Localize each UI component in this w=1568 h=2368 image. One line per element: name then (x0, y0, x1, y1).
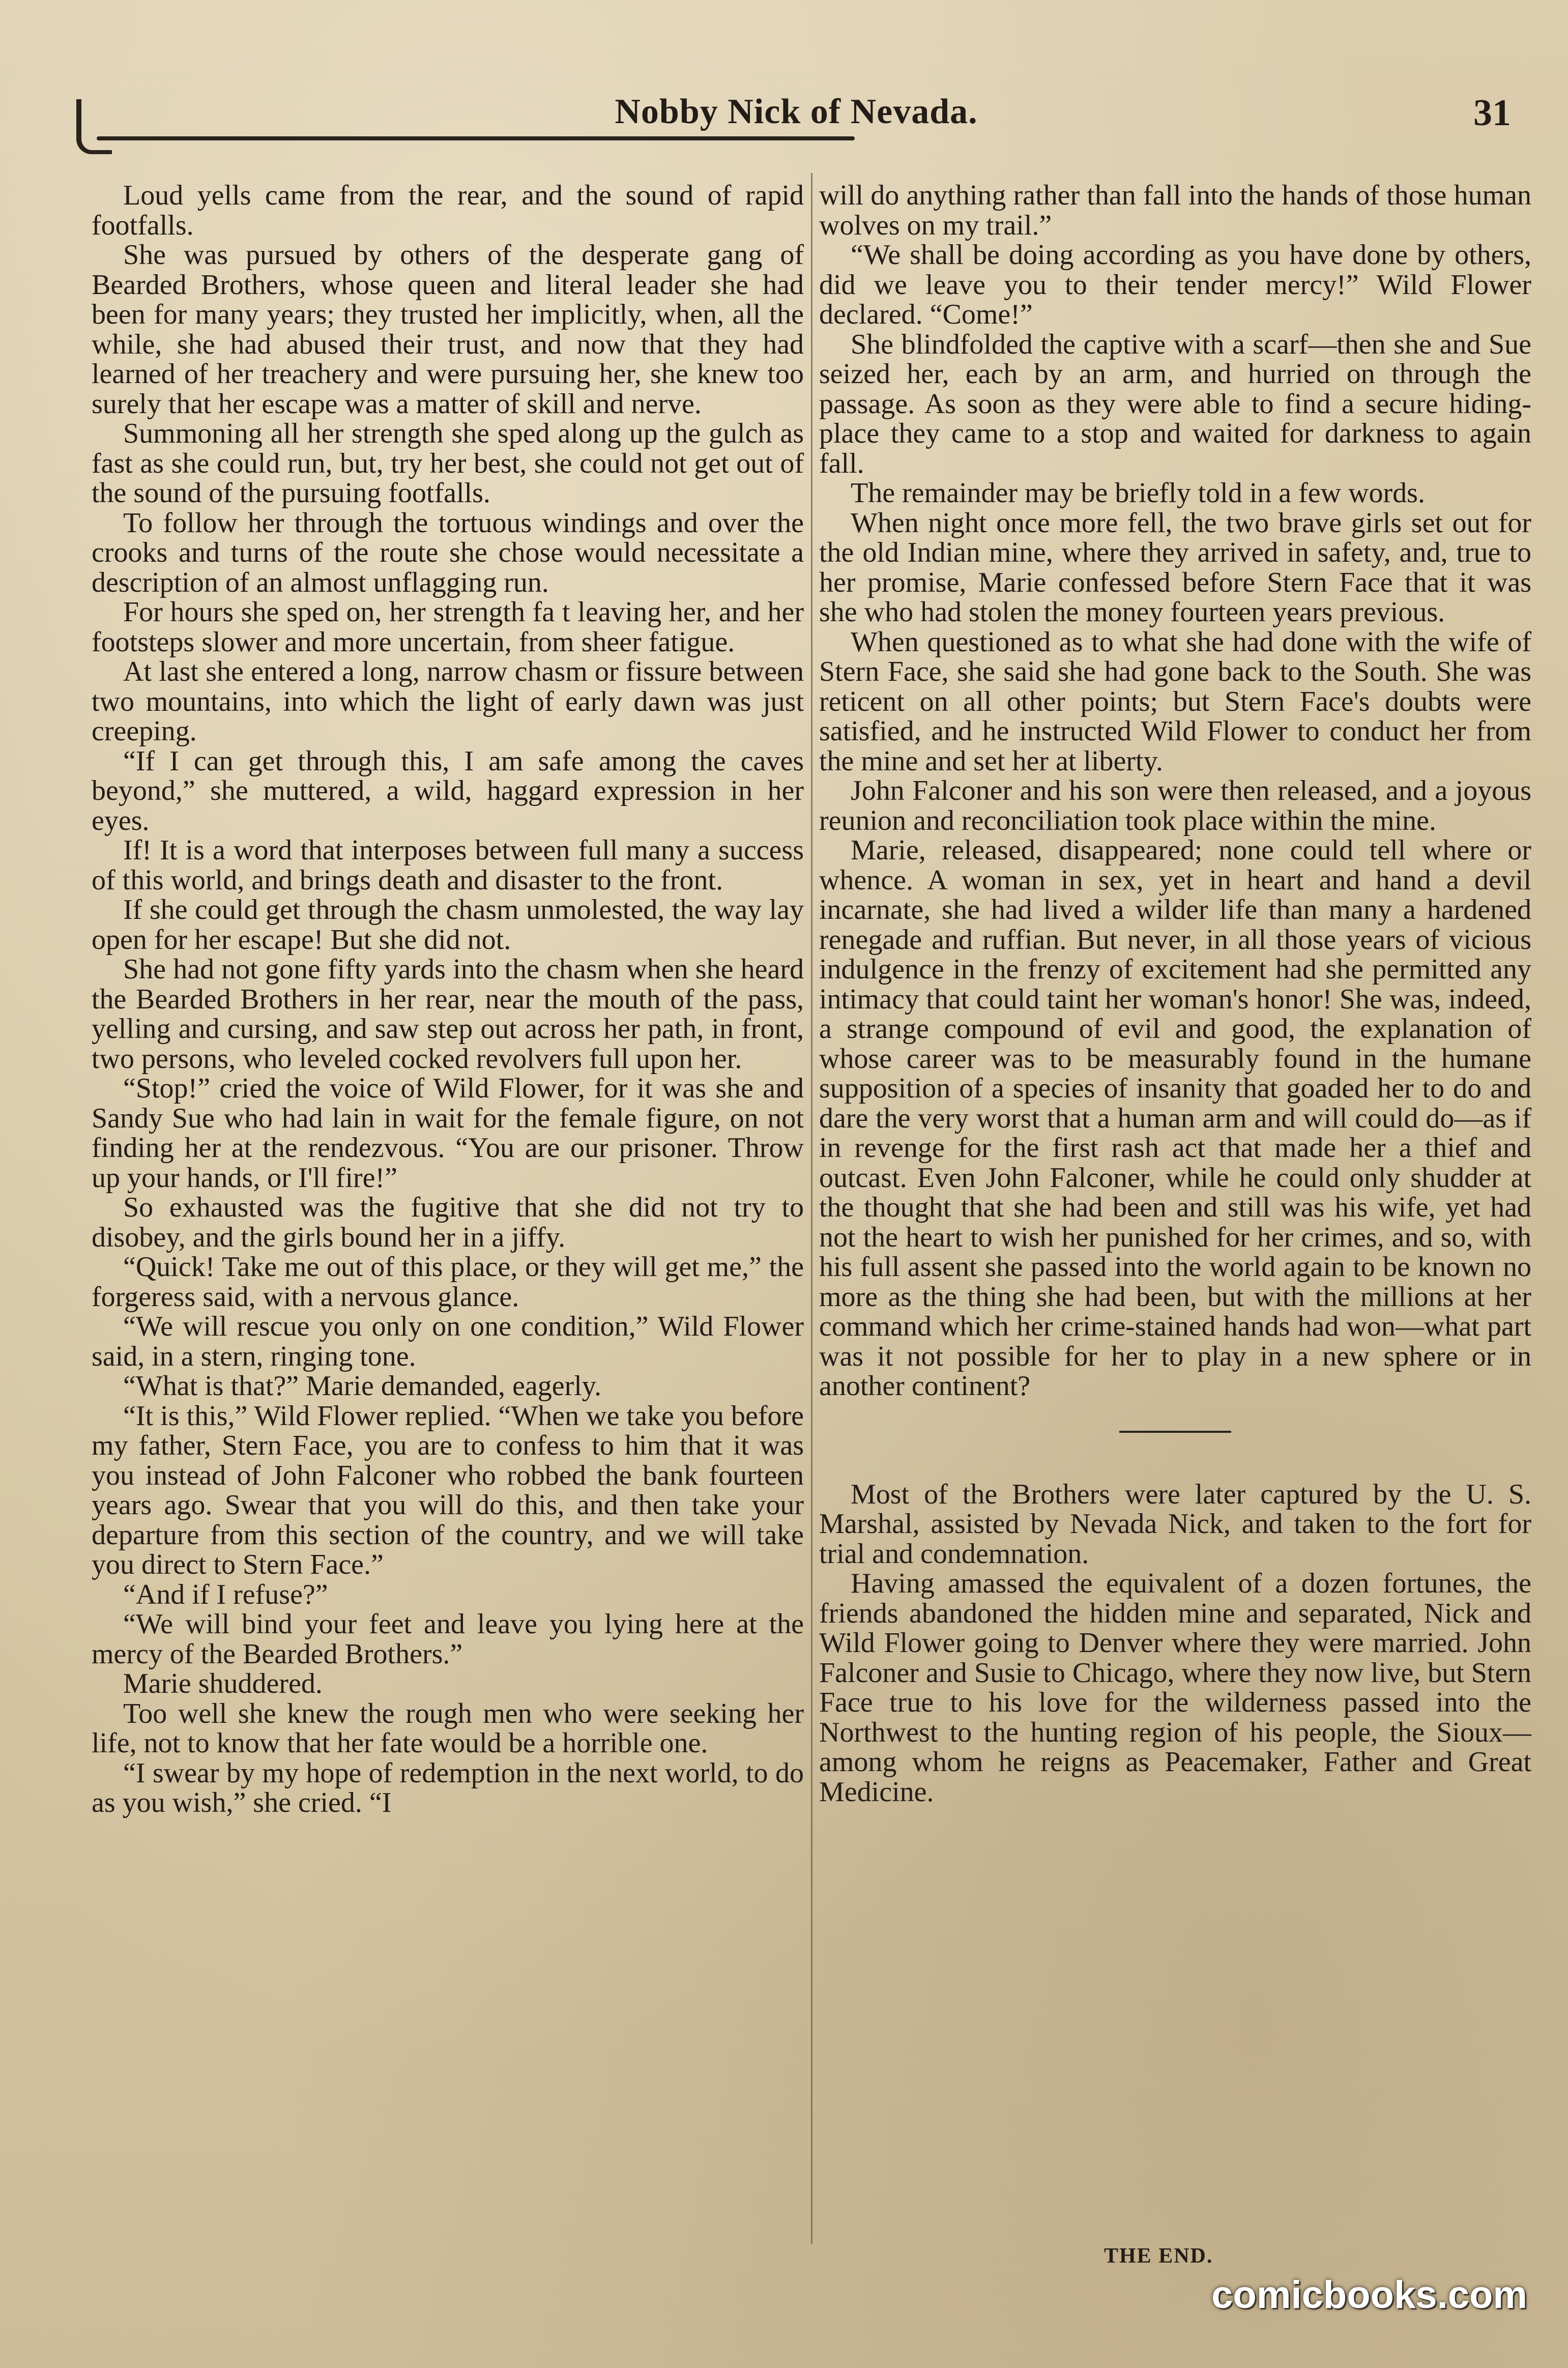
page-number: 31 (1473, 92, 1511, 134)
left-column (92, 181, 804, 1818)
running-title: Nobby Nick of Nevada. (615, 92, 978, 131)
paragraph: If she could get through the chasm unmolested, the way lay open for her escape! But she did not. (92, 894, 804, 956)
page-header (76, 76, 1516, 153)
paragraph: Summoning all her strength she sped along up the gulch as fast as she could run, but, try her best, she could not get out of the sound of the pursuing footfalls. (92, 418, 804, 509)
paragraph: Most of the Brothers were later captured by the U. S. Marshal, assisted by Nevada Nick, and taken to the fort for trial and condemnation. (819, 1478, 1531, 1570)
paragraph: She had not gone fifty yards into the chasm when she heard the Bearded Brothers in her rear, near the mouth of the pass, yelling and cursing, and saw step out across her path, in front, two persons, who leveled cocked revolvers full upon her. (92, 954, 804, 1075)
paragraph: Marie, released, disappeared; none could tell where or whence. A woman in sex, yet in heart and hand a devil incarnate, she had lived a wilder life than many a hardened renegade and ruffian. But never, in all those years of vicious indulgence in the frenzy of excitement had she permitted any intimacy that could taint her woman's honor! She was, indeed, a strange compound of evil and good, the explanation of whose career was to be measurably found in the humane supposition of a species of insanity that goaded her to do and dare the very worst that a human arm and will could do—as if in revenge for the first rash act that made her a thief and outcast. Even John Falconer, while he could only shudder at the thought that she had been and still was his wife, yet had not the heart to wish her punished for her crimes, and so, with his full assent she passed into the world again to be known no more as the thing she had been, but with the millions at her command which her crime-stained hands had won—what part was it not possible for her to play in a new sphere or in another continent? (819, 834, 1531, 1402)
paragraph: “What is that?” Marie demanded, eagerly. (123, 1370, 602, 1402)
paragraph: She blindfolded the captive with a scarf—then she and Sue seized her, each by an arm, and hurried on through the passage. As soon as they were able to find a secure hiding-place they came to a stop and waited for darkness to again fall. (819, 328, 1531, 479)
paragraph: For hours she sped on, her strength fa t leaving her, and her footsteps slower and more uncertain, from sheer fatigue. (92, 596, 804, 658)
paragraph: “If I can get through this, I am safe among the caves beyond,” she muttered, a wild, haggard expression in her eyes. (92, 745, 804, 836)
paragraph: Having amassed the equivalent of a dozen fortunes, the friends abandoned the hidden mine and separated, Nick and Wild Flower going to Denver where they were married. John Falconer and Susie to Chicago, where they now live, but Stern Face true to his love for the wilderness passed into the Northwest to the hunting region of his people, the Sioux—among whom he reigns as Peacemaker, Father and Great Medicine. (819, 1568, 1531, 1808)
paragraph: So exhausted was the fugitive that she did not try to disobey, and the girls bound her in a jiffy. (92, 1192, 804, 1253)
paragraph: Marie shuddered. (123, 1668, 323, 1699)
paragraph: “Quick! Take me out of this place, or they will get me,” the forgeress said, with a nervous glance. (92, 1251, 804, 1313)
paragraph: Too well she knew the rough men who were seeking her life, not to know that her fate would be a horrible one. (92, 1697, 804, 1759)
the-end-label: THE END. (1104, 2244, 1213, 2268)
paragraph: At last she entered a long, narrow chasm or fissure between two mountains, into which the light of early dawn was just creeping. (92, 656, 804, 747)
header-rule (97, 136, 855, 140)
paragraph: “We will bind your feet and leave you lying here at the mercy of the Bearded Brothers.” (92, 1608, 804, 1670)
paragraph: “Stop!” cried the voice of Wild Flower, for it was she and Sandy Sue who had lain in wait for the female figure, on not finding her at the rendezvous. “You are our prisoner. Throw up your hands, or I'll fire!” (92, 1073, 804, 1194)
paragraph: “It is this,” Wild Flower replied. “When we take you before my father, Stern Face, you are to confess to him that it was you instead of John Falconer who robbed the bank fourteen years ago. Swear that you will do this, and then take your departure from this section of the country, and we will take you direct to Stern Face.” (92, 1400, 804, 1580)
paragraph: The remainder may be briefly told in a few words. (851, 477, 1425, 509)
paragraph: John Falconer and his son were then released, and a joyous reunion and reconciliation took place within the mine. (819, 775, 1531, 836)
paragraph: “We will rescue you only on one condition,” Wild Flower said, in a stern, ringing tone. (92, 1311, 804, 1372)
paragraph: Loud yells came from the rear, and the sound of rapid footfalls. (92, 180, 804, 241)
paragraph: “I swear by my hope of redemption in the next world, to do as you wish,” she cried. “I (92, 1757, 804, 1818)
section-break-rule (1119, 1431, 1231, 1433)
right-column (819, 181, 1531, 1807)
paragraph: will do anything rather than fall into the hands of those human wolves on my trail.” (819, 180, 1531, 241)
paragraph: If! It is a word that interposes between full many a success of this world, and brings death and disaster to the front. (92, 834, 804, 896)
paragraph: When questioned as to what she had done with the wife of Stern Face, she said she had gone back to the South. She was reticent on all other points; but Stern Face's doubts were satisfied, and he instructed Wild Flower to conduct her from the mine and set her at liberty. (819, 626, 1531, 777)
column-divider (811, 173, 812, 2244)
paragraph: She was pursued by others of the desperate gang of Bearded Brothers, whose queen and literal leader she had been for many years; they trusted her implicitly, when, all the while, she had abused their trust, and now that they had learned of her treachery and were pursuing her, she knew too surely that her escape was a matter of skill and nerve. (92, 239, 804, 420)
paragraph: “And if I refuse?” (123, 1578, 328, 1610)
paragraph: “We shall be doing according as you have done by others, did we leave you to their tender mercy!” Wild Flower declared. “Come!” (819, 239, 1531, 330)
paragraph: To follow her through the tortuous windings and over the crooks and turns of the route she chose would necessitate a description of an almost unflagging run. (92, 507, 804, 598)
watermark: comicbooks.com (1211, 2273, 1527, 2317)
paragraph: When night once more fell, the two brave girls set out for the old Indian mine, where they arrived in safety, and, true to her promise, Marie confessed before Stern Face that it was she who had stolen the money fourteen years previous. (819, 507, 1531, 628)
